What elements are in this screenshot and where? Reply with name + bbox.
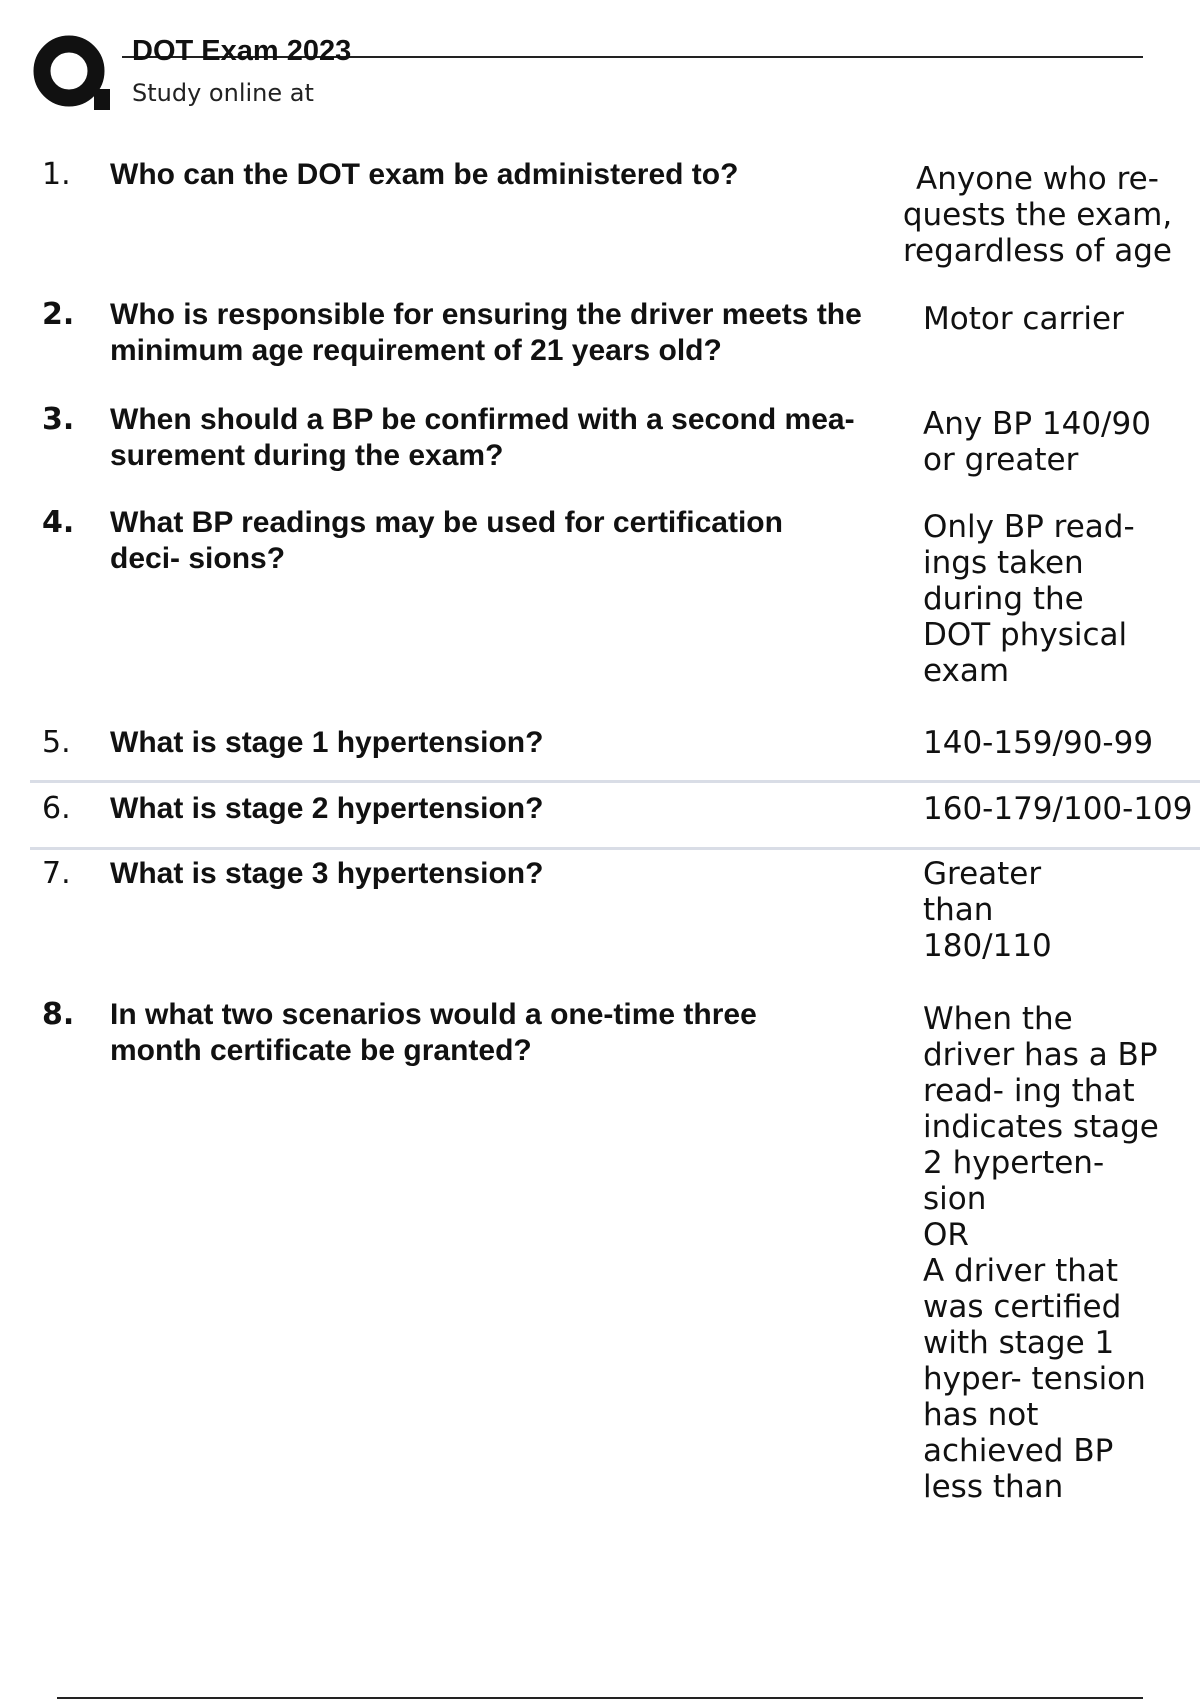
question-text: When should a BP be confirmed with a second mea- surement during the exam? <box>110 403 855 472</box>
page-title: DOT Exam 2023 <box>132 35 352 67</box>
answer-text: 140-159/90-99 <box>923 725 1154 761</box>
question-number: 7. <box>42 856 71 891</box>
answer-text: Motor carrier <box>923 301 1124 337</box>
answer-text: Only BP read- ings taken during the DOT physical exam <box>923 509 1135 689</box>
question-text: What BP readings may be used for certification deci- sions? <box>110 506 783 575</box>
answer-text: Any BP 140/90 or greater <box>923 406 1151 478</box>
question-text: Who can the DOT exam be administered to? <box>110 158 739 191</box>
question-number: 4. <box>42 505 75 540</box>
page-subtitle: Study online at <box>132 79 314 107</box>
question-text: In what two scenarios would a one-time three month certificate be granted? <box>110 998 757 1067</box>
row-divider <box>30 780 1200 783</box>
q-logo-icon <box>32 34 110 110</box>
question-text: What is stage 3 hypertension? <box>110 857 544 890</box>
question-number: 3. <box>42 402 75 437</box>
question-number: 6. <box>42 791 71 826</box>
row-divider <box>30 847 1200 850</box>
question-text: What is stage 1 hypertension? <box>110 726 544 759</box>
question-text: What is stage 2 hypertension? <box>110 792 544 825</box>
question-text: Who is responsible for ensuring the driver meets the minimum age requirement of 21 years old? <box>110 298 862 367</box>
answer-text: Anyone who re- quests the exam, regardless of age <box>902 161 1173 269</box>
answer-text: 160-179/100-109 <box>923 791 1193 827</box>
answer-text: When the driver has a BP read- ing that indicates stage 2 hyperten- sion OR A driver that was certified with stage 1 hyper- tension has not achieved BP less than <box>923 1001 1159 1505</box>
question-number: 2. <box>42 297 75 332</box>
question-number: 5. <box>42 725 71 760</box>
answer-text: Greater than 180/110 <box>923 856 1052 964</box>
footer-rule <box>57 1697 1143 1699</box>
question-number: 1. <box>42 157 71 192</box>
question-number: 8. <box>42 997 75 1032</box>
